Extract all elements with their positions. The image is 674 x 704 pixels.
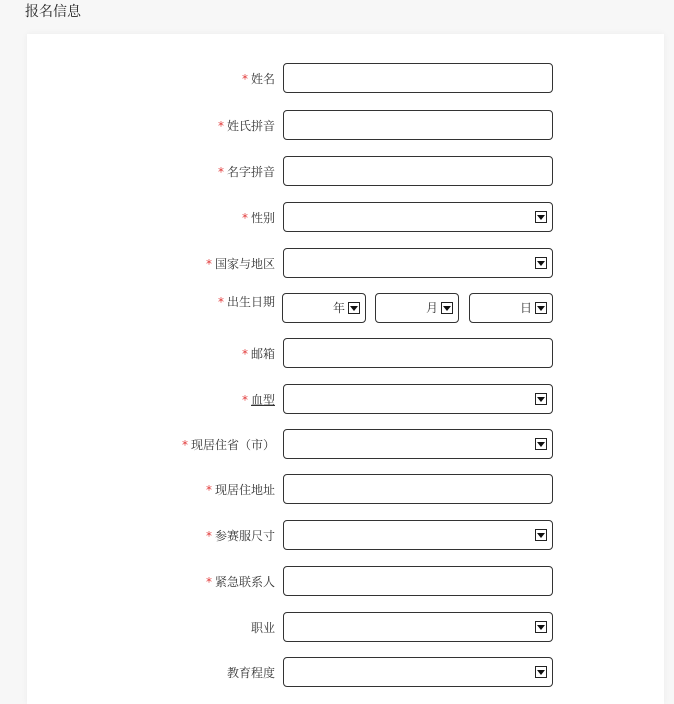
chevron-down-icon[interactable] bbox=[535, 302, 547, 314]
row-occupation bbox=[27, 612, 664, 644]
row-birthdate bbox=[27, 293, 664, 325]
province-select[interactable] bbox=[283, 429, 553, 459]
required-star: * bbox=[205, 257, 212, 271]
required-star: * bbox=[241, 347, 248, 361]
emergency-contact-label: * 紧急联系人 bbox=[205, 575, 275, 589]
required-star: * bbox=[217, 119, 224, 133]
chevron-down-icon[interactable] bbox=[535, 666, 547, 678]
gender-select[interactable] bbox=[283, 202, 553, 232]
province-label: * 现居住省（市） bbox=[181, 438, 275, 452]
education-select[interactable] bbox=[283, 657, 553, 687]
occupation-label: 职业 bbox=[250, 621, 275, 635]
row-surname-pinyin bbox=[27, 110, 664, 142]
address-input[interactable] bbox=[284, 475, 552, 503]
shirt-size-select[interactable] bbox=[283, 520, 553, 550]
address-label: * 现居住地址 bbox=[205, 483, 275, 497]
section-title: 报名信息 bbox=[25, 4, 81, 20]
row-education bbox=[27, 657, 664, 689]
required-star: * bbox=[241, 211, 248, 225]
row-emergency-contact bbox=[27, 566, 664, 598]
required-star: * bbox=[181, 438, 188, 452]
surname-pinyin-input-box[interactable] bbox=[283, 110, 553, 140]
year-unit: 年 bbox=[332, 301, 345, 315]
chevron-down-icon[interactable] bbox=[348, 302, 360, 314]
name-label: * 姓名 bbox=[241, 72, 275, 86]
chevron-down-icon[interactable] bbox=[535, 438, 547, 450]
row-blood-type bbox=[27, 384, 664, 416]
name-input[interactable] bbox=[284, 64, 552, 92]
required-star: * bbox=[241, 393, 248, 407]
registration-form-card bbox=[27, 34, 664, 704]
surname-pinyin-label: * 姓氏拼音 bbox=[217, 119, 275, 133]
birth-day-select[interactable] bbox=[469, 293, 553, 323]
required-star: * bbox=[205, 483, 212, 497]
blood-type-label: * 血型 bbox=[241, 393, 275, 407]
chevron-down-icon[interactable] bbox=[535, 393, 547, 405]
row-shirt-size bbox=[27, 520, 664, 552]
required-star: * bbox=[217, 165, 224, 179]
chevron-down-icon[interactable] bbox=[535, 211, 547, 223]
required-star: * bbox=[205, 529, 212, 543]
row-address bbox=[27, 474, 664, 506]
chevron-down-icon[interactable] bbox=[535, 529, 547, 541]
row-province bbox=[27, 429, 664, 461]
birth-year-select[interactable] bbox=[282, 293, 366, 323]
given-pinyin-label: * 名字拼音 bbox=[217, 165, 275, 179]
birth-month-select[interactable] bbox=[375, 293, 459, 323]
chevron-down-icon[interactable] bbox=[441, 302, 453, 314]
email-label: * 邮箱 bbox=[241, 347, 275, 361]
name-input-box[interactable] bbox=[283, 63, 553, 93]
emergency-contact-input-box[interactable] bbox=[283, 566, 553, 596]
email-input[interactable] bbox=[284, 339, 552, 367]
education-label: 教育程度 bbox=[226, 666, 275, 680]
occupation-select[interactable] bbox=[283, 612, 553, 642]
row-name bbox=[27, 63, 664, 95]
month-unit: 月 bbox=[425, 301, 438, 315]
required-star: * bbox=[217, 295, 224, 309]
gender-label: * 性别 bbox=[241, 211, 275, 225]
row-email bbox=[27, 338, 664, 370]
required-star: * bbox=[205, 575, 212, 589]
shirt-size-label: * 参赛服尺寸 bbox=[205, 529, 275, 543]
email-input-box[interactable] bbox=[283, 338, 553, 368]
required-star: * bbox=[241, 72, 248, 86]
surname-pinyin-input[interactable] bbox=[284, 111, 552, 139]
row-gender bbox=[27, 202, 664, 234]
emergency-contact-input[interactable] bbox=[284, 567, 552, 595]
country-label: * 国家与地区 bbox=[205, 257, 275, 271]
chevron-down-icon[interactable] bbox=[535, 257, 547, 269]
row-country bbox=[27, 248, 664, 280]
birthdate-label: * 出生日期 bbox=[217, 295, 275, 309]
country-select[interactable] bbox=[283, 248, 553, 278]
chevron-down-icon[interactable] bbox=[535, 621, 547, 633]
row-given-pinyin bbox=[27, 156, 664, 188]
day-unit: 日 bbox=[519, 301, 532, 315]
address-input-box[interactable] bbox=[283, 474, 553, 504]
blood-type-select[interactable] bbox=[283, 384, 553, 414]
given-pinyin-input[interactable] bbox=[284, 157, 552, 185]
given-pinyin-input-box[interactable] bbox=[283, 156, 553, 186]
